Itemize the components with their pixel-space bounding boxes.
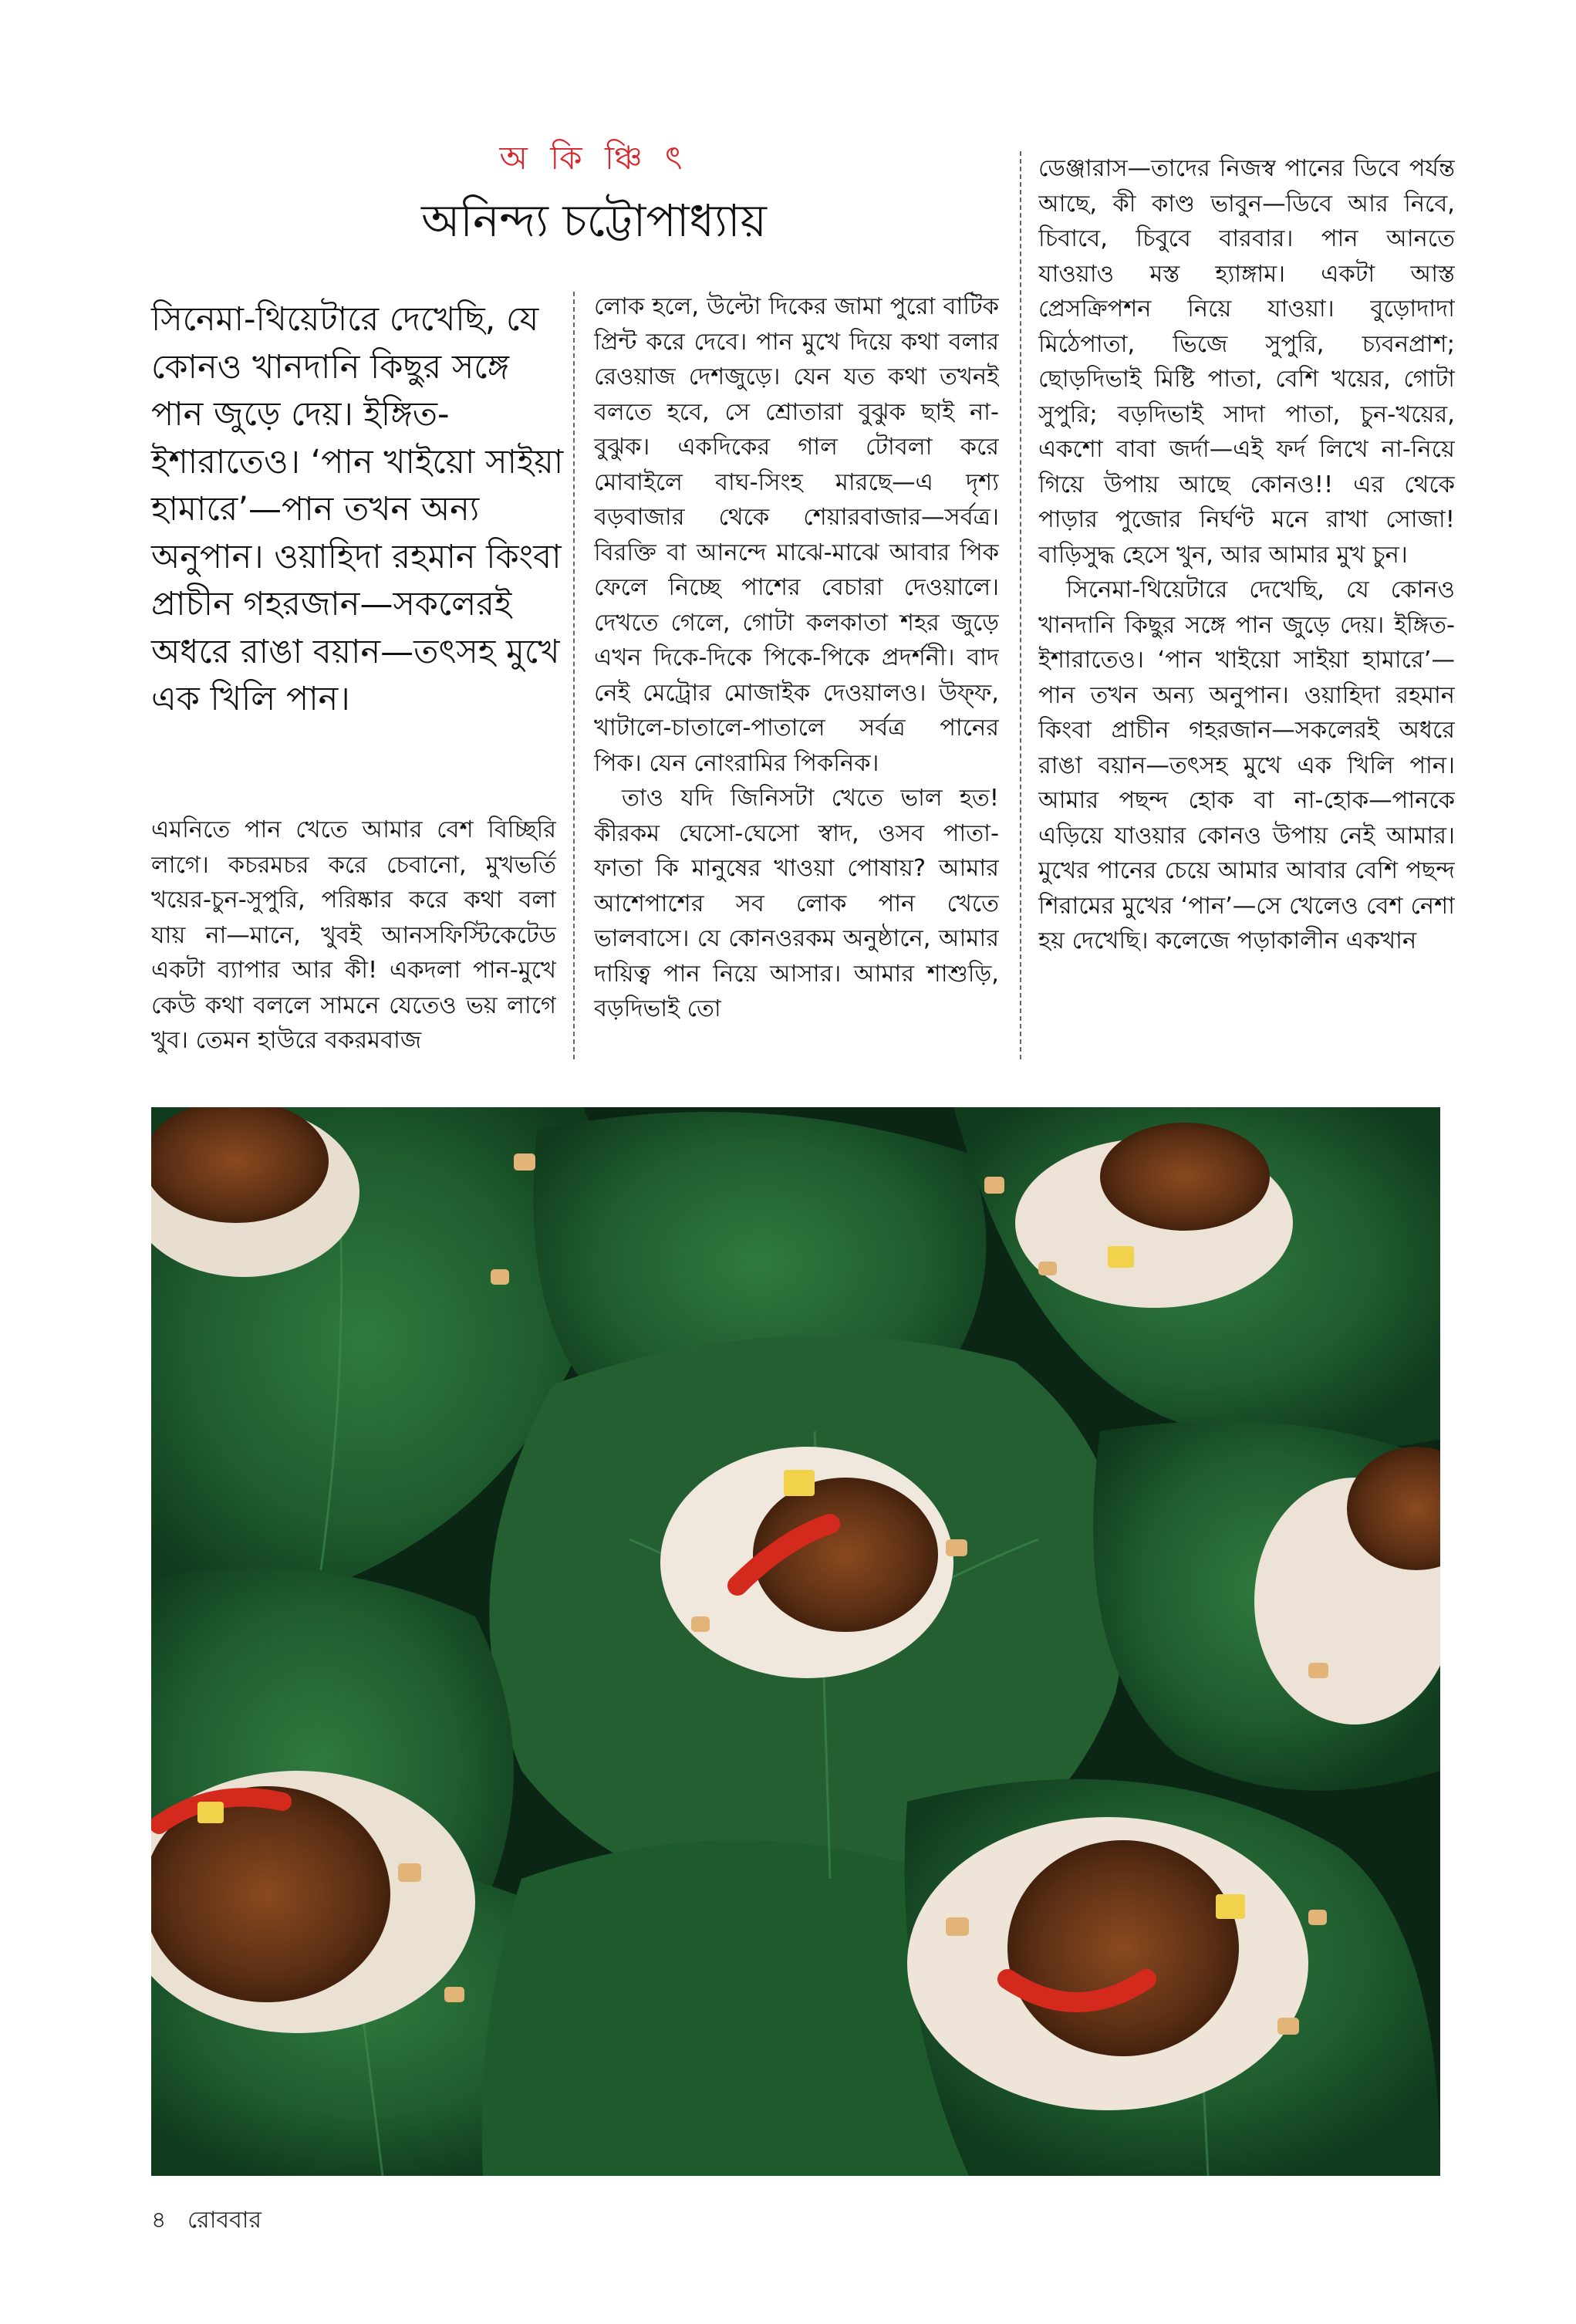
publication-name: রোববার [187,2207,262,2234]
article-column-2 [594,289,999,1061]
section-kicker: অ কি ঞ্চি ৎ [499,139,689,177]
article-column-3 [1038,151,1455,1062]
page-footer [151,2201,275,2241]
paragraph: লোক হলে, উল্টো দিকের জামা পুরো বাটিক প্রিন্ট করে দেবে। পান মুখে দিয়ে কথা বলার রেওয়াজ দেশজুড়ে। যেন যত কথা তখনই বলতে হবে, সে শ্রোতারা বুঝুক ছাই না-বুঝুক। একদিকের গাল টোবলা করে মোবাইলে বাঘ-সিংহ মারছে—এ দৃশ্য বড়বাজার থেকে শেয়ারবাজার—সর্বত্র। বিরক্তি বা আনন্দে মাঝে-মাঝে আবার পিক ফেলে নিচ্ছে পাশের বেচারা দেওয়ালে। দেখতে গেলে, গোটা কলকাতা শহর জুড়ে এখন দিকে-দিকে পিকে-পিকে প্রদর্শনী। বাদ নেই মেট্রোর মোজাইক দেওয়ালও। উফ্ফ, খাটালে-চাতালে-পাতালে সর্বত্র পানের পিক। যেন নোংরামির পিকনিক। [594,293,999,777]
column-divider [573,292,575,1059]
pull-quote [151,296,568,724]
paan-photo [151,1107,1440,2176]
paragraph: তাও যদি জিনিসটা খেতে ভাল হত! কীরকম ঘেসো-ঘেসো স্বাদ, ওসব পাতা-ফাতা কি মানুষের খাওয়া পোষায়? আমার আশেপাশের সব লোক পান খেতে ভালবাসে। যে কোনওরকম অনুষ্ঠানে, আমার দায়িত্ব পান নিয়ে আসার। আমার শাশুড়ি, বড়দিভাই তো [594,785,999,1022]
column-divider [1020,151,1021,1059]
paragraph: ডেঞ্জারাস—তাদের নিজস্ব পানের ডিবে পর্যন্ত আছে, কী কাণ্ড ভাবুন—ডিবে আর নিবে, চিবাবে, চিবুবে বারবার। পান আনতে যাওয়াও মস্ত হ্যাঙ্গাম। একটা আস্ত প্রেসক্রিপশন নিয়ে যাওয়া। বুড়োদাদা মিঠেপাতা, ভিজে সুপুরি, চ্যবনপ্রাশ; ছোড়দিভাই মিষ্টি পাতা, বেশি খয়ের, গোটা সুপুরি; বড়দিভাই সাদা পাতা, চুন-খয়ের, একশো বাবা জর্দা—এই ফর্দ লিখে না-নিয়ে গিয়ে উপায় আছে কোনও!! এর থেকে পাড়ার পুজোর নির্ঘণ্ট মনে রাখা সোজা! বাড়িসুদ্ধ হেসে খুন, আর আমার মুখ চুন। [1038,155,1455,569]
article-column-1 [151,812,556,1059]
pull-quote-text: সিনেমা-থিয়েটারে দেখেছি, যে কোনও খানদানি কিছুর সঙ্গে পান জুড়ে দেয়। ইঙ্গিত-ইশারাতেও। ‘পান খাইয়ো সাইয়া হামারে’—পান তখন অন্য অনুপান। ওয়াহিদা রহমান কিংবা প্রাচীন গহরজান—সকলেরই অধরে রাঙা বয়ান—তৎসহ মুখে এক খিলি পান। [151,300,564,718]
paragraph: এমনিতে পান খেতে আমার বেশ বিচ্ছিরি লাগে। কচরমচর করে চেবানো, মুখভর্তি খয়ের-চুন-সুপুরি, পরিষ্কার করে কথা বলা যায় না—মানে, খুবই আনসফিস্টিকেটেড একটা ব্যাপার আর কী! একদলা পান-মুখে কেউ কথা বললে সামনে যেতেও ভয় লাগে খুব। তেমন হাউরে বকরমবাজ [151,816,556,1054]
page-number: ৪ [151,2207,167,2234]
paragraph: সিনেমা-থিয়েটারে দেখেছি, যে কোনও খানদানি কিছুর সঙ্গে পান জুড়ে দেয়। ইঙ্গিত-ইশারাতেও। ‘পান খাইয়ো সাইয়া হামারে’—পান তখন অন্য অনুপান। ওয়াহিদা রহমান কিংবা প্রাচীন গহরজান—সকলেরই অধরে রাঙা বয়ান—তৎসহ মুখে এক খিলি পান। আমার পছন্দ হোক বা না-হোক—পানকে এড়িয়ে যাওয়ার কোনও উপায় নেই আমার। মুখের পানের চেয়ে আমার আবার বেশি পছন্দ শিরামের মুখের ‘পান’—সে খেলেও বেশ নেশা হয় দেখেছি। কলেজে পড়াকালীন একখান [1038,576,1455,954]
author-byline: অনিন্দ্য চট্টোপাধ্যায় [421,194,767,247]
